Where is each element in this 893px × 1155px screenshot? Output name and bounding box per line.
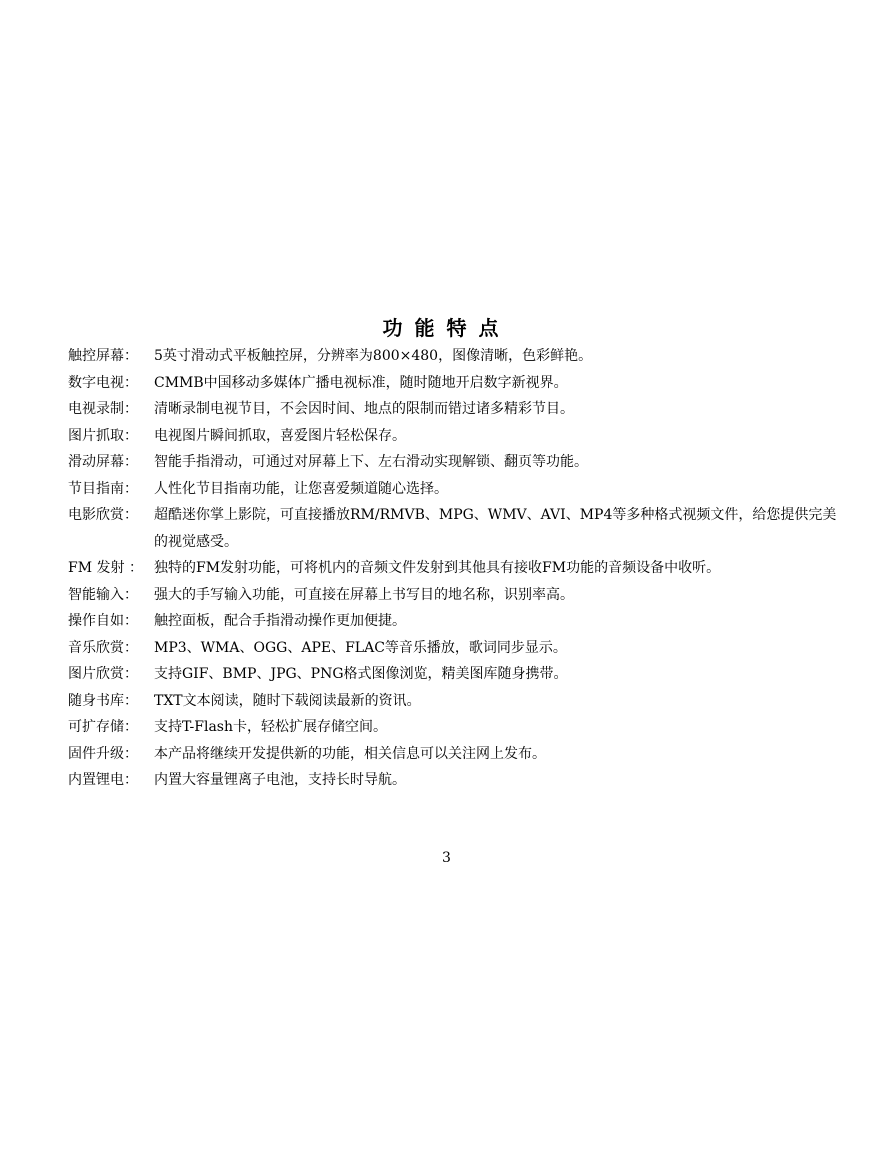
feature-item-firmware-upgrade: [68, 741, 848, 768]
feature-label: 随身书库：: [68, 692, 138, 709]
feature-label: 固件升级：: [68, 745, 138, 762]
feature-description: 智能手指滑动，可通过对屏幕上下、左右滑动实现解锁、翻页等功能。: [154, 454, 588, 470]
feature-label: 数字电视：: [68, 374, 138, 391]
feature-item-photo-viewer: [68, 661, 848, 688]
feature-item-tv-recording: [68, 396, 848, 423]
feature-description: 支持GIF、BMP、JPG、PNG格式图像浏览，精美图库随身携带。: [154, 666, 568, 682]
feature-description: 独特的FM发射功能，可将机内的音频文件发射到其他具有接收FM功能的音频设备中收听。: [154, 560, 721, 576]
feature-description: 本产品将继续开发提供新的功能，相关信息可以关注网上发布。: [154, 745, 546, 762]
feature-label: 图片抓取：: [68, 427, 138, 444]
feature-item-expandable-storage: [68, 714, 848, 741]
feature-label: 节目指南：: [68, 480, 138, 497]
feature-list: [68, 343, 848, 794]
feature-description: 超酷迷你掌上影院，可直接播放RM/RMVB、MPG、WMV、AVI、MP4等多种格式视频文件，给您提供完美的视觉感受。: [154, 507, 837, 550]
feature-description: 人性化节目指南功能，让您喜爱频道随心选择。: [154, 480, 448, 497]
feature-label: 电影欣赏：: [68, 507, 138, 523]
feature-item-easy-operation: [68, 608, 848, 635]
feature-label: 触控屏幕：: [68, 348, 138, 364]
feature-item-fm-transmitter: [68, 555, 848, 582]
feature-item-ebook: [68, 688, 848, 715]
feature-item-touchscreen: [68, 343, 848, 370]
feature-description: MP3、WMA、OGG、APE、FLAC等音乐播放，歌词同步显示。: [154, 639, 567, 656]
feature-description: 清晰录制电视节目，不会因时间、地点的限制而错过诸多精彩节目。: [154, 401, 574, 417]
feature-label: 内置锂电：: [68, 772, 138, 788]
feature-item-music: [68, 635, 848, 662]
feature-item-program-guide: [68, 476, 848, 503]
feature-label: 图片欣赏：: [68, 666, 138, 682]
feature-description: 5英寸滑动式平板触控屏，分辨率为800×480，图像清晰，色彩鲜艳。: [154, 348, 593, 364]
page-title: 功能特点: [382, 316, 511, 340]
feature-item-movie: [68, 502, 848, 555]
feature-item-battery: [68, 767, 848, 794]
feature-item-slide-screen: [68, 449, 848, 476]
feature-description: TXT文本阅读，随时下载阅读最新的资讯。: [154, 692, 421, 709]
feature-label: 操作自如：: [68, 613, 138, 629]
feature-description: 内置大容量锂离子电池，支持长时导航。: [154, 772, 406, 788]
feature-description: CMMB中国移动多媒体广播电视标准，随时随地开启数字新视界。: [154, 374, 568, 391]
feature-item-digital-tv: [68, 370, 848, 397]
feature-label: 滑动屏幕：: [68, 454, 138, 470]
feature-description: 触控面板，配合手指滑动操作更加便捷。: [154, 613, 406, 629]
feature-description: 支持T-Flash卡，轻松扩展存储空间。: [154, 719, 388, 735]
feature-label: FM 发射 ：: [68, 560, 143, 576]
feature-label: 可扩存储：: [68, 719, 138, 735]
feature-description: 电视图片瞬间抓取，喜爱图片轻松保存。: [154, 427, 406, 444]
page-number: 3: [442, 850, 451, 866]
feature-item-image-capture: [68, 423, 848, 450]
feature-item-smart-input: [68, 582, 848, 609]
feature-description: 强大的手写输入功能，可直接在屏幕上书写目的地名称，识别率高。: [154, 586, 574, 603]
feature-label: 智能输入：: [68, 586, 138, 603]
feature-label: 音乐欣赏：: [68, 639, 138, 656]
feature-label: 电视录制：: [68, 401, 138, 417]
